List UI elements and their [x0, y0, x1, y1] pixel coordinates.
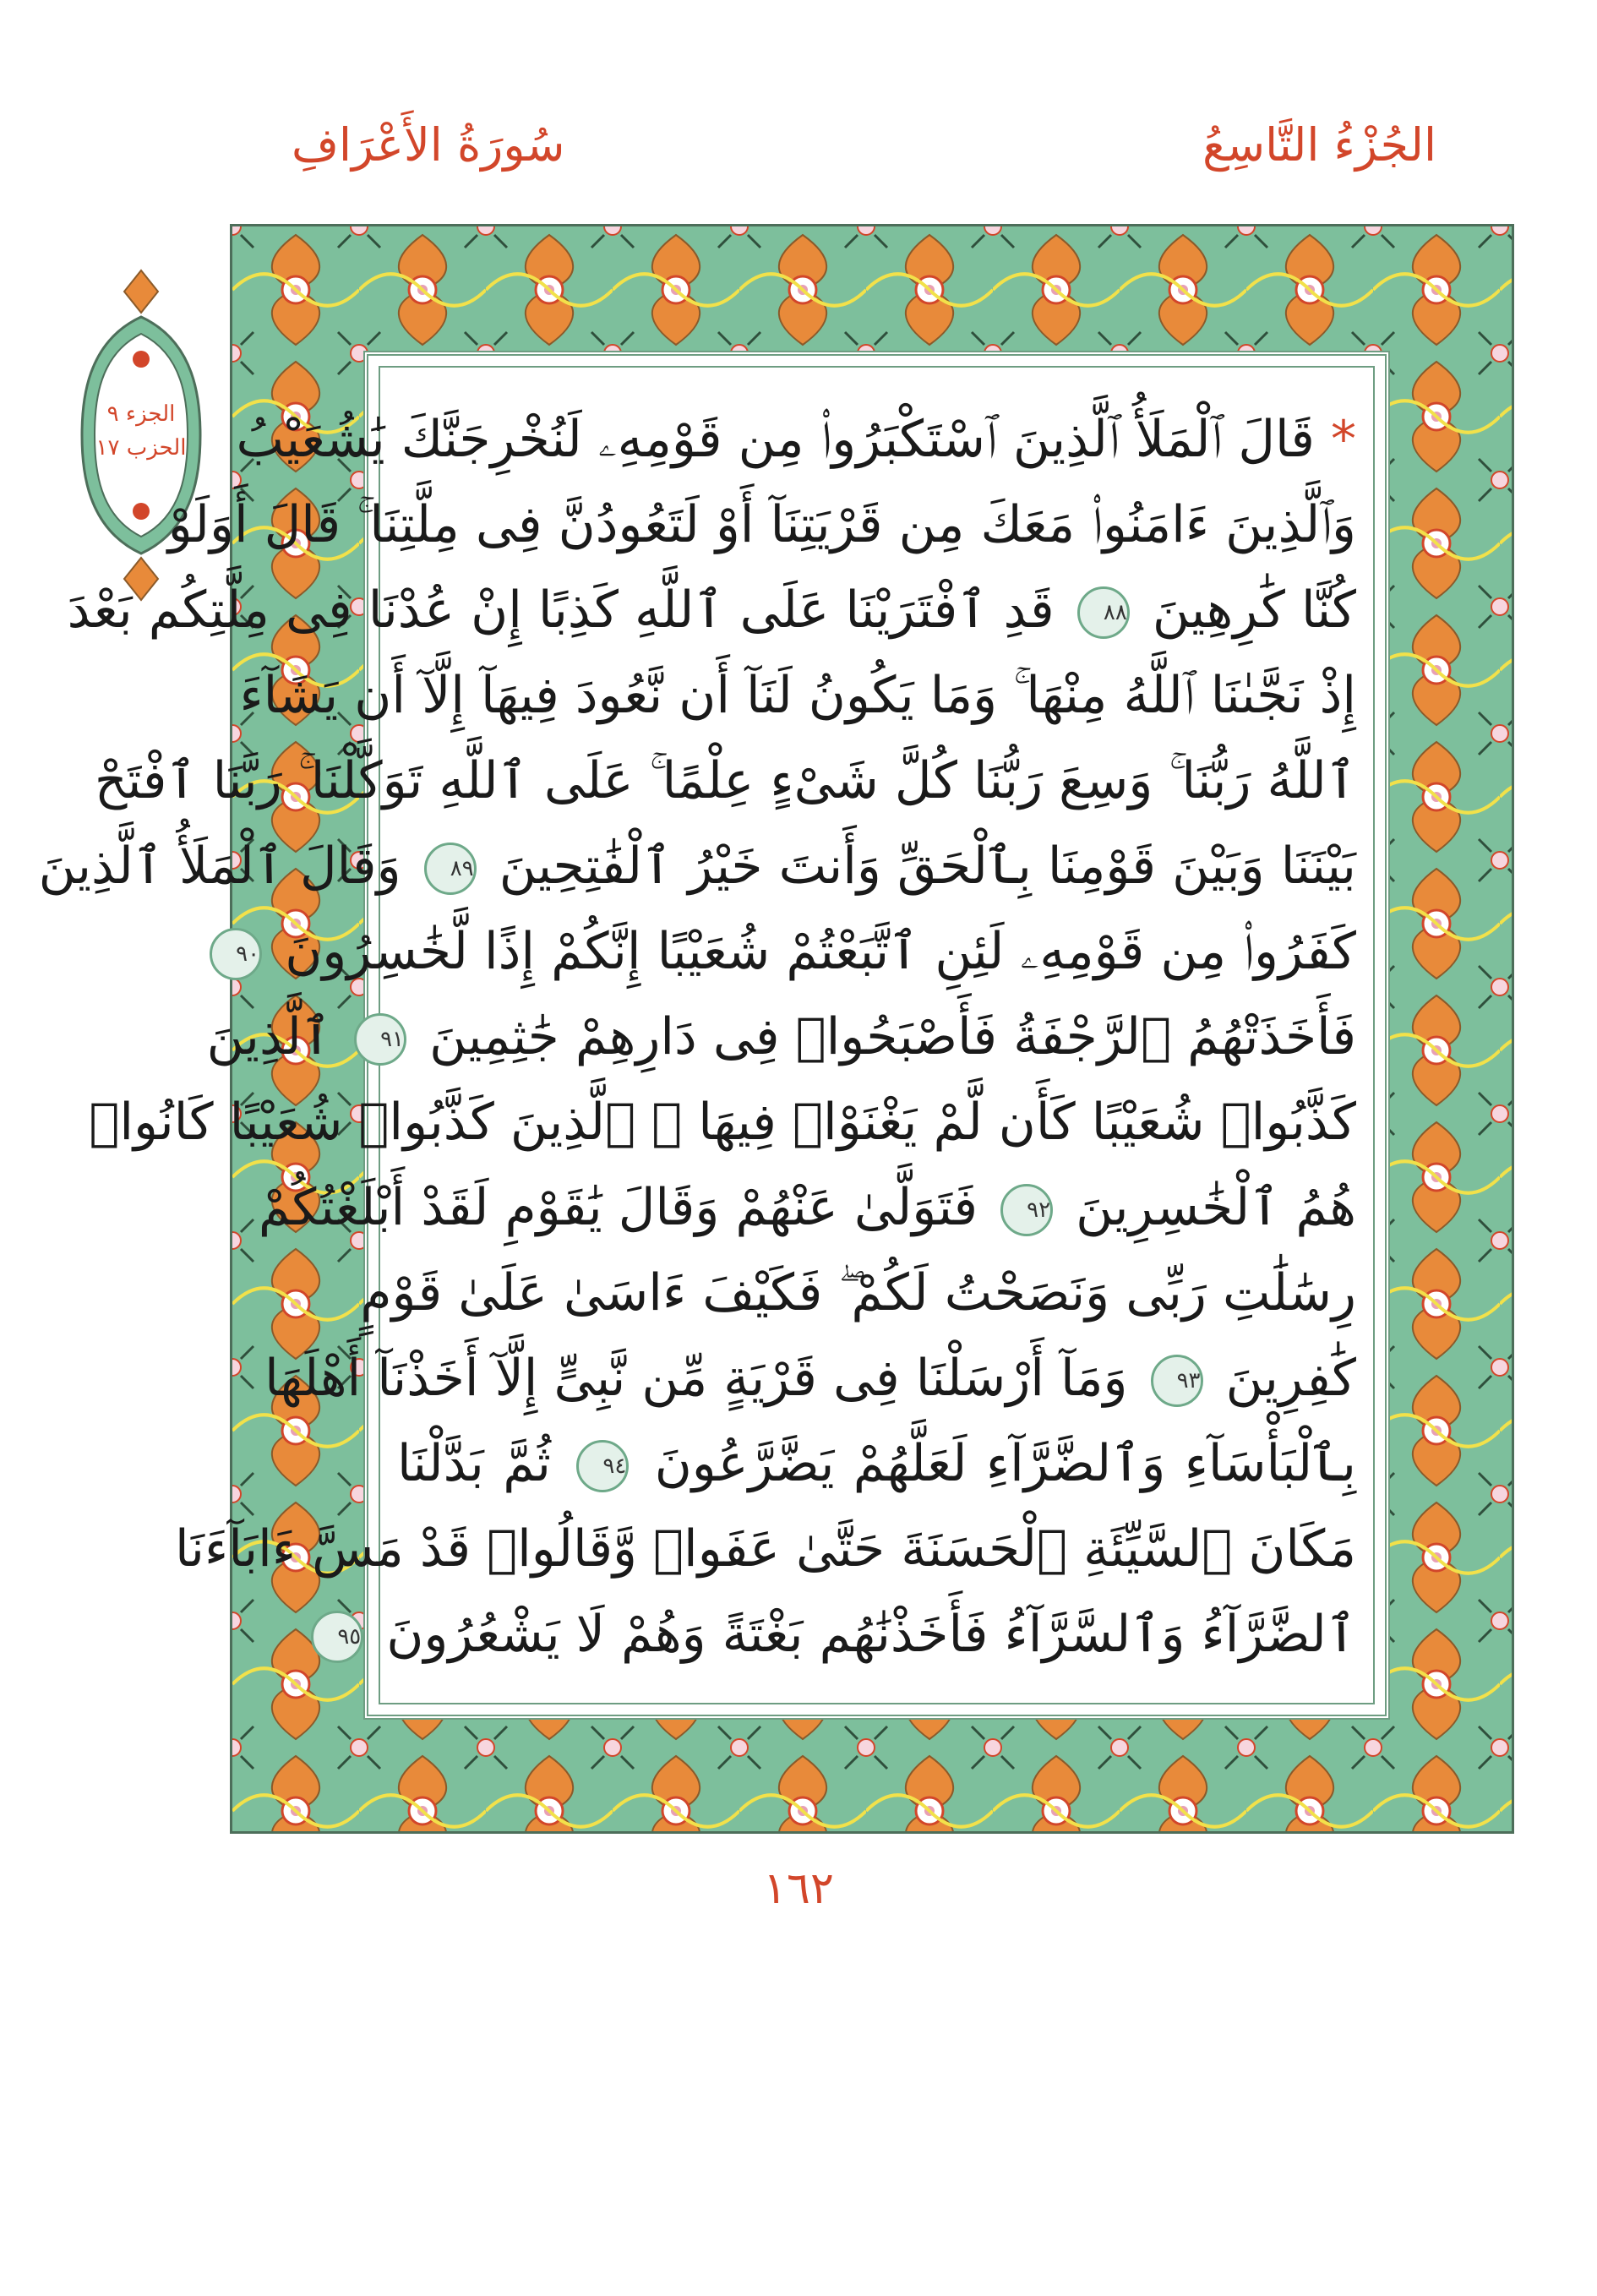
marker-hizb-label: الحزب ١٧ [95, 435, 187, 461]
line-segment: فَتَوَلَّىٰ عَنْهُمْ وَقَالَ يَٰقَوْمِ لَقَدْ أَبْلَغْتُكُمْ [258, 1178, 978, 1237]
page-number: ١٦٢ [763, 1863, 834, 1914]
ayah-number-88: ٨٨ [1077, 586, 1130, 639]
ayah-number-94: ٩٤ [576, 1440, 629, 1492]
line-segment: وَقَالَ ٱلْمَلَأُ ٱلَّذِينَ [38, 837, 401, 896]
ayah-number-91: ٩١ [354, 1013, 406, 1066]
line-segment: ٱلضَّرَّآءُ وَٱلسَّرَّآءُ فَأَخَذْنَٰهُم بَغْتَةً وَهُمْ لَا يَشْعُرُونَ [386, 1605, 1356, 1664]
text-line-8 [206, 995, 1356, 1080]
line-segment: كُنَّا كَٰرِهِينَ [1152, 581, 1356, 640]
line-segment: بَيْنَنَا وَبَيْنَ قَوْمِنَا بِٱلْحَقِّ وَأَنتَ خَيْرُ ٱلْفَٰتِحِينَ [499, 837, 1356, 896]
text-line-1 [236, 397, 1356, 483]
line-segment: إِذْ نَجَّىٰنَا ٱللَّهُ مِنْهَا ۚ وَمَا يَكُونُ لَنَآ أَن نَّعُودَ فِيهَآ إِلَّآ أَن يَشَآءَ [239, 666, 1356, 725]
line-segment: رِسَٰلَٰتِ رَبِّى وَنَصَحْتُ لَكُمْ ۖ فَكَيْفَ ءَاسَىٰ عَلَىٰ قَوْمٍ [360, 1263, 1356, 1323]
line-segment: مَكَانَ ٱلسَّيِّئَةِ ٱلْحَسَنَةَ حَتَّىٰ عَفَوا۟ وَّقَالُوا۟ قَدْ مَسَّ ءَابَآءَنَا [175, 1519, 1356, 1579]
line-segment: ثُمَّ بَدَّلْنَا [397, 1434, 551, 1493]
text-line-3 [67, 568, 1356, 653]
text-line-7 [236, 909, 1356, 995]
text-line-11 [360, 1251, 1356, 1336]
rub-hizb-icon: * [1331, 410, 1356, 469]
line-segment: هُمُ ٱلْخَٰسِرِينَ [1076, 1178, 1356, 1237]
line-segment: قَالَ ٱلْمَلَأُ ٱلَّذِينَ ٱسْتَكْبَرُوا۟ مِن قَوْمِهِۦ لَنُخْرِجَنَّكَ يَٰشُعَيْبُ [236, 410, 1315, 469]
text-line-15 [337, 1592, 1356, 1677]
line-segment: كَٰفِرِينَ [1225, 1349, 1356, 1408]
line-segment: ٱلَّذِينَ [206, 1007, 331, 1066]
text-line-5 [94, 739, 1356, 824]
text-line-6 [38, 824, 1356, 909]
ayah-number-92: ٩٢ [1000, 1184, 1053, 1236]
juz-title: الجُزْءُ التَّاسِعُ [1202, 118, 1436, 172]
text-line-10 [258, 1165, 1356, 1251]
ayah-number-90: ٩٠ [210, 928, 262, 980]
text-line-14 [175, 1507, 1356, 1592]
line-segment: كَفَرُوا۟ مِن قَوْمِهِۦ لَئِنِ ٱتَّبَعْتُمْ شُعَيْبًا إِنَّكُمْ إِذًا لَّخَٰسِرُونَ [285, 922, 1356, 981]
line-segment: فَأَخَذَتْهُمُ ٱلرَّجْفَةُ فَأَصْبَحُوا۟ فِى دَارِهِمْ جَٰثِمِينَ [429, 1007, 1356, 1066]
line-segment: بِٱلْبَأْسَآءِ وَٱلضَّرَّآءِ لَعَلَّهُمْ يَضَّرَّعُونَ [654, 1434, 1356, 1493]
line-segment: قَدِ ٱفْتَرَيْنَا عَلَى ٱللَّهِ كَذِبًا إِنْ عُدْنَا فِى مِلَّتِكُم بَعْدَ [67, 581, 1055, 640]
text-line-12 [264, 1336, 1356, 1421]
ayah-number-95: ٩٥ [311, 1611, 363, 1663]
text-line-9 [89, 1080, 1356, 1165]
line-segment: ٱللَّهُ رَبُّنَا ۚ وَسِعَ رَبُّنَا كُلَّ شَىْءٍ عِلْمًا ۚ عَلَى ٱللَّهِ تَوَكَّلْنَا ۚ رَبَّنَا ٱفْتَحْ [94, 751, 1356, 810]
surah-title: سُورَةُ الأَعْرَافِ [292, 118, 565, 172]
line-segment: وَمَآ أَرْسَلْنَا فِى قَرْيَةٍ مِّن نَّبِىٍّ إِلَّآ أَخَذْنَآ أَهْلَهَا [264, 1349, 1128, 1408]
text-line-4 [239, 653, 1356, 739]
marker-juz-label: الجزء ٩ [106, 401, 176, 427]
line-segment: وَٱلَّذِينَ ءَامَنُوا۟ مَعَكَ مِن قَرْيَتِنَآ أَوْ لَتَعُودُنَّ فِى مِلَّتِنَا ۚ قَالَ أَوَلَوْ [167, 495, 1356, 554]
line-segment: كَذَّبُوا۟ شُعَيْبًا كَأَن لَّمْ يَغْنَوْا۟ فِيهَا ۚ ٱلَّذِينَ كَذَّبُوا۟ شُعَيْبًا كَانُوا۟ [89, 1093, 1356, 1152]
text-line-2 [167, 483, 1356, 568]
ayah-number-93: ٩٣ [1151, 1355, 1203, 1407]
ayah-number-89: ٨٩ [424, 843, 477, 895]
text-line-13 [397, 1421, 1356, 1507]
